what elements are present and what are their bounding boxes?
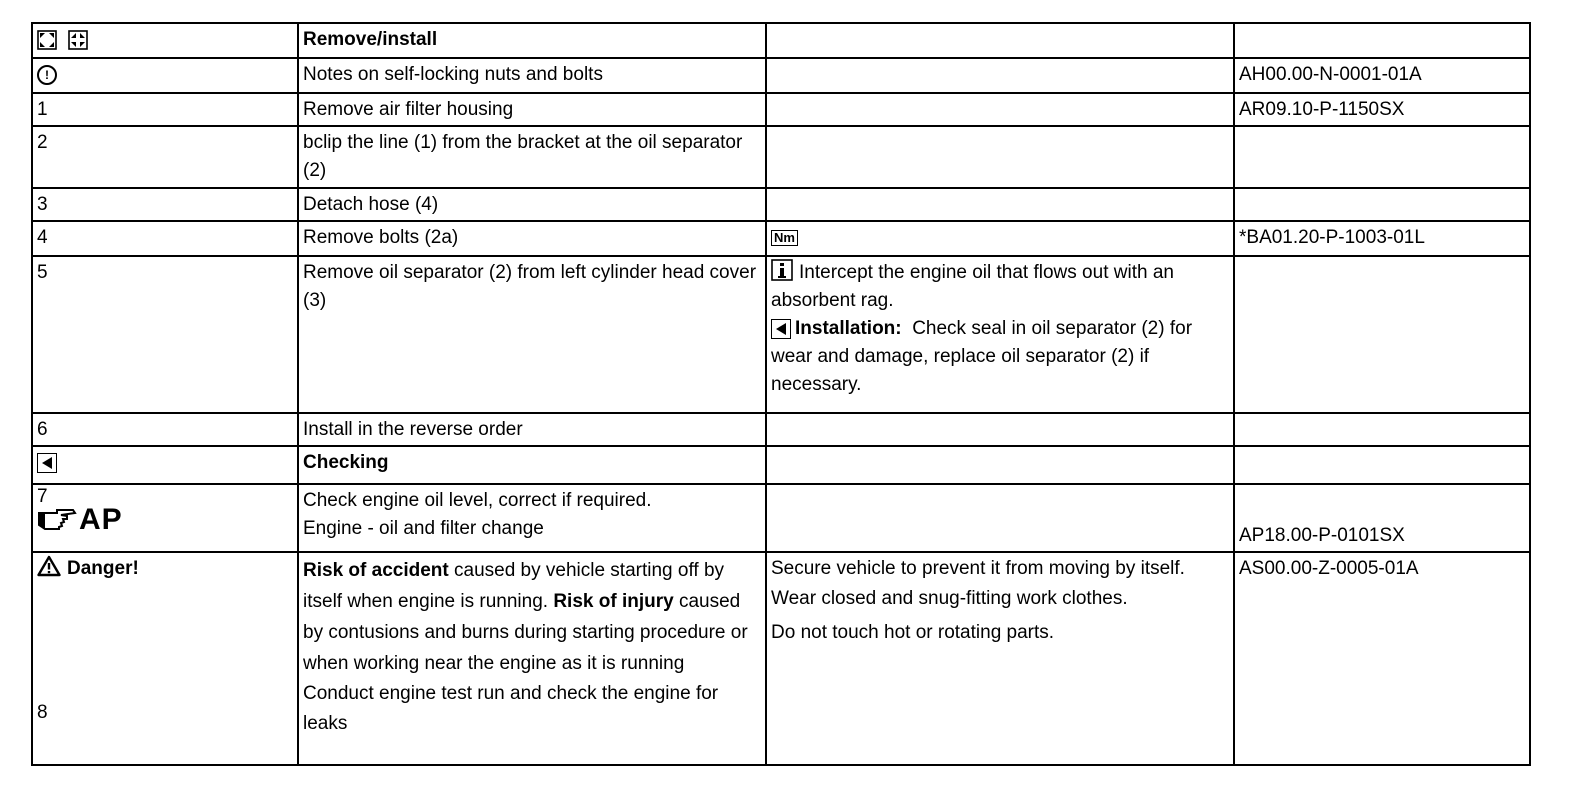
reference-link[interactable]: AS00.00-Z-0005-01A [1234, 552, 1530, 765]
step-text-line: Engine - oil and filter change [303, 518, 544, 539]
note-cell [766, 58, 1234, 93]
risk-injury-label-b: injury [621, 591, 674, 612]
danger-measures-cell [766, 552, 1234, 765]
step-number: 1 [32, 93, 298, 126]
step-text [298, 484, 766, 552]
reference-link[interactable] [1234, 188, 1530, 221]
measure-2: Wear closed and snug-fitting work clothes. [771, 588, 1128, 609]
step-number: 3 [32, 188, 298, 221]
header-row [32, 23, 1530, 58]
reference-link[interactable]: AR09.10-P-1150SX [1234, 93, 1530, 126]
step-text: Install in the reverse order [298, 413, 766, 446]
installation-text: Check seal in oil separator (2) for wear and damage, replace oil separator (2) if necessary. [771, 318, 1193, 395]
note-cell [766, 93, 1234, 126]
step-number: 5 [32, 256, 298, 413]
installation-icon [771, 319, 791, 339]
risk-accident-label: Risk of accident [303, 560, 449, 581]
reference-link[interactable]: AP18.00-P-0101SX [1239, 525, 1405, 546]
step-text: Remove oil separator (2) from left cylinder head cover (3) [298, 256, 766, 413]
reference-link[interactable]: AH00.00-N-0001-01A [1234, 58, 1530, 93]
checking-icon-cell [32, 446, 298, 484]
table-row [32, 188, 1530, 221]
ap-reference [37, 503, 293, 536]
measure-1: Secure vehicle to prevent it from moving by itself. [771, 558, 1185, 579]
measure-3: Do not touch hot or rotating parts. [771, 622, 1055, 643]
procedure-table [31, 22, 1531, 766]
risk-injury-label-a: Risk of [553, 591, 617, 612]
checking-empty-4 [1234, 446, 1530, 484]
reference-link[interactable] [1234, 256, 1530, 413]
checking-empty-3 [766, 446, 1234, 484]
table-row [32, 58, 1530, 93]
header-title: Remove/install [298, 23, 766, 58]
danger-row [32, 552, 1530, 765]
note-cell [766, 126, 1234, 188]
note-cell [766, 484, 1234, 552]
step-text-line: Check engine oil level, correct if required. [303, 490, 652, 511]
risk-injury-text: caused by contusions and burns during starting procedure or when working near the engine as it is running [303, 591, 748, 674]
step-number: 4 [32, 221, 298, 256]
info-text: Intercept the engine oil that flows out with an absorbent rag. [771, 262, 1174, 311]
header-empty-4 [1234, 23, 1530, 58]
table-row [32, 256, 1530, 413]
note-cell [766, 221, 1234, 256]
pointing-hand-icon [37, 507, 77, 533]
danger-label: Danger! [67, 558, 139, 579]
reference-link[interactable] [1234, 126, 1530, 188]
info-note [771, 259, 1229, 315]
table-row [32, 221, 1530, 256]
reference-link[interactable] [1234, 413, 1530, 446]
table-row [32, 93, 1530, 126]
checking-row [32, 446, 1530, 484]
danger-heading [37, 555, 293, 583]
reference-cell [1234, 484, 1530, 552]
table-row [32, 413, 1530, 446]
step-number: 6 [32, 413, 298, 446]
step-text: Detach hose (4) [298, 188, 766, 221]
step-number: 7 [37, 486, 48, 507]
ap-label: AP [79, 503, 123, 536]
step-text: Notes on self-locking nuts and bolts [298, 58, 766, 93]
table-row [32, 126, 1530, 188]
step-number: 2 [32, 126, 298, 188]
step-text: Remove air filter housing [298, 93, 766, 126]
installation-label: Installation: [795, 318, 902, 339]
expand-icon[interactable] [37, 30, 57, 50]
notes-circle-icon: ! [37, 65, 57, 85]
step-number: 8 [37, 702, 48, 723]
note-cell [766, 413, 1234, 446]
step-cell [32, 58, 298, 93]
risk-accident-text: caused by vehicle starting off by itself when engine is running. [303, 560, 725, 612]
header-empty-3 [766, 23, 1234, 58]
checking-icon [37, 453, 57, 473]
warning-triangle-icon [37, 555, 61, 577]
torque-icon[interactable]: Nm [771, 230, 798, 246]
checking-title: Checking [298, 446, 766, 484]
danger-description [303, 555, 761, 679]
step-text: bclip the line (1) from the bracket at the oil separator (2) [298, 126, 766, 188]
header-icons-cell [32, 23, 298, 58]
table-row [32, 484, 1530, 552]
info-icon [771, 259, 793, 281]
collapse-icon[interactable] [68, 30, 88, 50]
danger-cell [32, 552, 298, 765]
danger-text-cell [298, 552, 766, 765]
step8-text: Conduct engine test run and check the engine for leaks [303, 683, 719, 734]
step-text: Remove bolts (2a) [298, 221, 766, 256]
note-cell [766, 188, 1234, 221]
note-cell [766, 256, 1234, 413]
reference-link[interactable]: *BA01.20-P-1003-01L [1234, 221, 1530, 256]
step-cell [32, 484, 298, 552]
installation-note [771, 315, 1229, 399]
